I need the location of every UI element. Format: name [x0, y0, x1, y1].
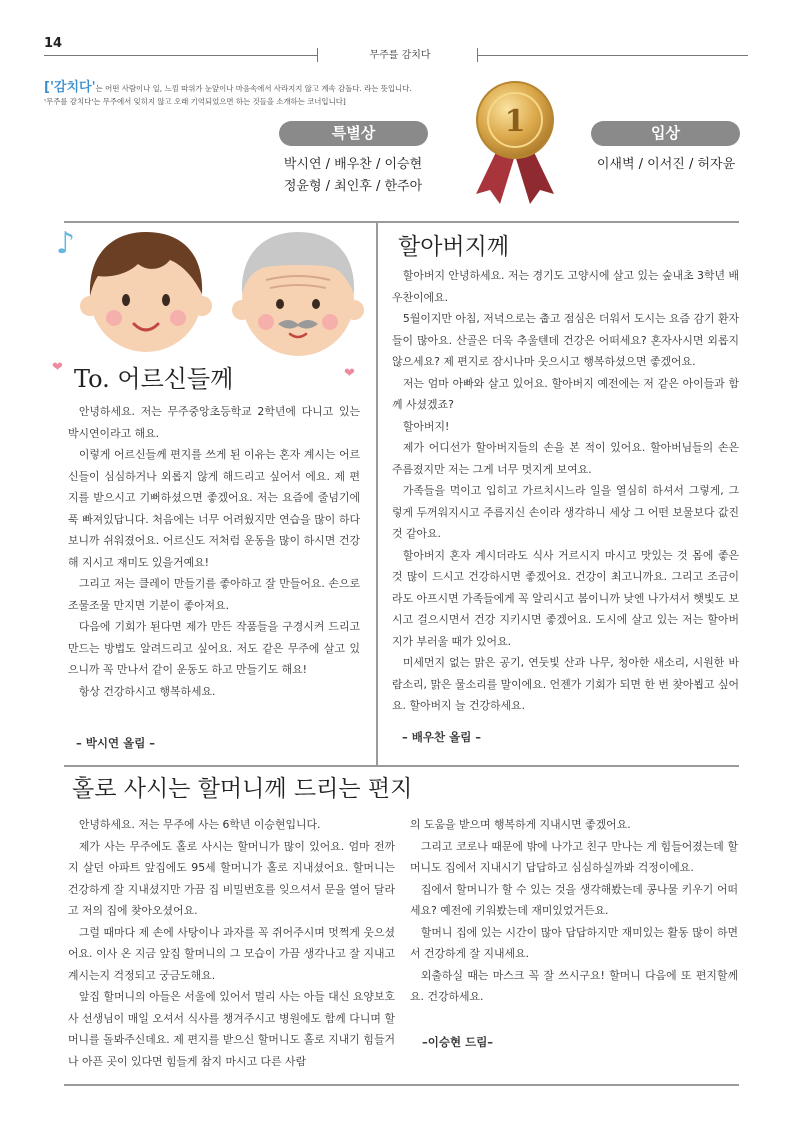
child-face-icon [80, 232, 212, 352]
letter2-paragraph: 가족들을 먹이고 입히고 가르치시느라 일을 열심히 하셔서 그렇게, 그렇게 두꺼워지시고 주름지신 손이라 생각하니 세상 그 어떤 보물보다 값진 것 같아요. [392, 484, 739, 540]
entry-award-badge: 입상 [591, 121, 740, 146]
letter3-paragraph: 그럴 때마다 제 손에 사탕이나 과자를 꼭 쥐어주시며 멋쩍게 웃으셨어요. 이사 온 지금 앞집 할머니의 그 모습이 가끔 생각나고 잘 지내고 계시는지 걱정되고 궁금도해요. [68, 925, 395, 982]
letter3-paragraph: 외출하실 때는 마스크 꼭 잘 쓰시구요! 할머니 다음에 또 편지할께요. 건강하세요. [410, 968, 738, 1003]
letter2-paragraph: 5월이지만 아침, 저녁으로는 춥고 점심은 더워서 도시는 요즘 감기 환자들이 많아요. 산골은 더욱 추울텐데 건강은 어떠세요? 혼자사시면 외롭지 않으세요? 제 편지로 잠시나마 웃으시고 행복하셨으면 좋겠어요. [392, 312, 740, 368]
letter3-paragraph: 안녕하세요. 저는 무주에 사는 6학년 이승현입니다. [78, 818, 321, 831]
music-note-icon: ♪ [56, 226, 76, 261]
header-rule-right [477, 55, 748, 56]
letter2-paragraph: 미세먼지 없는 맑은 공기, 연둣빛 산과 나무, 청아한 새소리, 시원한 바람소리, 맑은 물소리를 말이에요. 언젠가 기회가 되면 한 번 찾아뵙고 싶어요. 할아버지 늘 건강하세요. [392, 656, 739, 712]
letter3-title: 홀로 사시는 할머니께 드리는 편지 [72, 776, 413, 802]
special-award-badge: 특별상 [279, 121, 428, 146]
letter1-paragraph: 항상 건강하시고 행복하세요. [78, 684, 216, 698]
divider-top [64, 221, 739, 223]
letter3-paragraph: 앞집 할머니의 아들은 서울에 있어서 멀리 사는 아들 대신 요양보호사 선생님이 매일 오셔서 식사를 챙겨주시고 병원에도 함께 다니며 할머니를 돌봐주신데요. 제 편지를 받으신 할머니도 홀로 지내기 힘들거나 아픈 곳이 있다면 힘들게 참지 마시고 다른 사람 [68, 990, 395, 1068]
letter3-signature: –이승현 드림– [422, 1035, 494, 1049]
letter1-title: To. 어르신들께 [74, 365, 234, 393]
letter1-paragraph: 이렇게 어르신들께 편지를 쓰게 된 이유는 혼자 계시는 어르신들이 심심하거나 외롭지 않게 해드리고 싶어서 에요. 제 편지를 받으시고 기뻐하셨으면 좋겠어요. 저는 요즘에 줄넘기에 푹 빠져있답니다. 처음에는 너무 어려웠지만 연습을 많이 하다보니까 쉬워졌어요. 어르신도 저처럼 운동을 많이 하시면 건강해 지시고 재미도 있을거예요! [68, 448, 360, 569]
letter2-paragraph: 제가 어디선가 할아버지들의 손을 본 적이 있어요. 할아버님들의 손은 주름졌지만 저는 그게 너무 멋지게 보여요. [392, 441, 739, 476]
letter2-title: 할아버지께 [398, 234, 510, 260]
intro-line-2: '무주를 감치다'는 무주에서 잊히지 않고 오래 기억되었으면 하는 것들을 소개하는 코너입니다] [44, 97, 346, 106]
header-tick-left [317, 48, 318, 62]
entry-award-names [580, 154, 752, 176]
letter1-body [68, 401, 360, 702]
header-rule-left [44, 55, 318, 56]
special-award-names [270, 154, 436, 198]
intro-keyword: '감치다' [49, 80, 96, 95]
grandpa-face-icon [232, 232, 364, 356]
heart-icon-left: ❤ [52, 360, 63, 375]
letter3-paragraph: 할머니 집에 있는 시간이 많아 답답하지만 재미있는 활동 많이 하면서 건강하게 잘 지내세요. [410, 925, 738, 960]
letter2-paragraph: 저는 엄마 아빠와 살고 있어요. 할아버지 예전에는 저 같은 아이들과 함께 사셨겠죠? [392, 376, 739, 411]
intro-definition: 는 어떤 사람이나 일, 느낌 따위가 눈앞이나 마음속에서 사라지지 않고 계속 감돌다. 라는 뜻입니다. [95, 84, 412, 93]
divider-bottom [64, 1084, 739, 1086]
child-and-grandpa-illustration [52, 224, 372, 374]
letter2-paragraph: 할아버지 안녕하세요. 저는 경기도 고양시에 살고 있는 숲내초 3학년 배우찬이에요. [392, 269, 740, 304]
divider-column [376, 221, 378, 766]
intro-line-1 [44, 76, 412, 95]
letter2-paragraph: 할아버지! [402, 419, 450, 433]
page-number: 14 [44, 36, 63, 51]
section-title: 무주를 감치다 [369, 50, 431, 61]
special-names-line-2: 정윤형 / 최인후 / 한주아 [283, 179, 423, 194]
gold-medal-icon [460, 78, 570, 208]
letter1-paragraph: 다음에 기회가 된다면 제가 만든 작품들을 구경시켜 드리고 만드는 방법도 알려드리고 싶어요. 저도 같은 무주에 살고 있으니까 꼭 만나서 같이 운동도 하고 만들기도 해요! [68, 620, 360, 676]
letter2-signature: – 배우찬 올림 – [402, 730, 482, 744]
letter3-paragraph: 그리고 코로나 때문에 밖에 나가고 친구 만나는 게 힘들어졌는데 할머니도 집에서 지내시기 답답하고 심심하실까봐 걱정이에요. [410, 839, 738, 874]
letter3-body-right [410, 814, 738, 1008]
letter3-paragraph: 집에서 할머니가 할 수 있는 것을 생각해봤는데 콩나물 키우기 어떠세요? 예전에 키워봤는데 재미있었거든요. [410, 882, 738, 917]
letter3-paragraph: 제가 사는 무주에도 홀로 사시는 할머니가 많이 있어요. 엄마 전까지 살던 아파트 앞집에도 95세 할머니가 홀로 지내셨어요. 할머니는 건강하게 잘 지내셨지만 가끔 집 비밀번호를 잊으셔서 문을 열어 달라고 저의 집에 찾아오셨어요. [68, 839, 395, 917]
heart-icon-right: ❤ [344, 366, 355, 381]
divider-middle [64, 765, 739, 767]
letter1-paragraph: 안녕하세요. 저는 무주중앙초등학교 2학년에 다니고 있는 박시연이라고 해요. [68, 405, 360, 440]
intro-keyword-open: [ [44, 80, 50, 95]
letter3-paragraph: 의 도움을 받으며 행복하게 지내시면 좋겠어요. [410, 818, 631, 831]
letter2-body [392, 265, 739, 717]
letter1-signature: – 박시연 올림 – [76, 736, 156, 750]
letter2-paragraph: 할아버지 혼자 계시더라도 식사 거르시지 마시고 맛있는 것 몸에 좋은 것 많이 드시고 건강하시면 좋겠어요. 건강이 최고니까요. 그리고 조금이라도 아프시면 가족들에게 꼭 알리시고 봄이니까 낮엔 나가셔서 햇빛도 보시고 걸으시면서 건강 지키시면 좋겠어요. 도시에 살고 있는 저는 할아버지가 부러울 때가 있어요. [392, 548, 739, 648]
letter1-paragraph: 그리고 저는 클레이 만들기를 좋아하고 잘 만들어요. 손으로 조물조물 만지면 기분이 좋아져요. [68, 577, 360, 612]
letter3-body-left [68, 814, 395, 1072]
special-names-line-1: 박시연 / 배우찬 / 이승현 [283, 157, 423, 172]
medal-number: 1 [504, 104, 526, 139]
entry-names-line-1: 이새벽 / 이서진 / 허자윤 [596, 157, 736, 172]
